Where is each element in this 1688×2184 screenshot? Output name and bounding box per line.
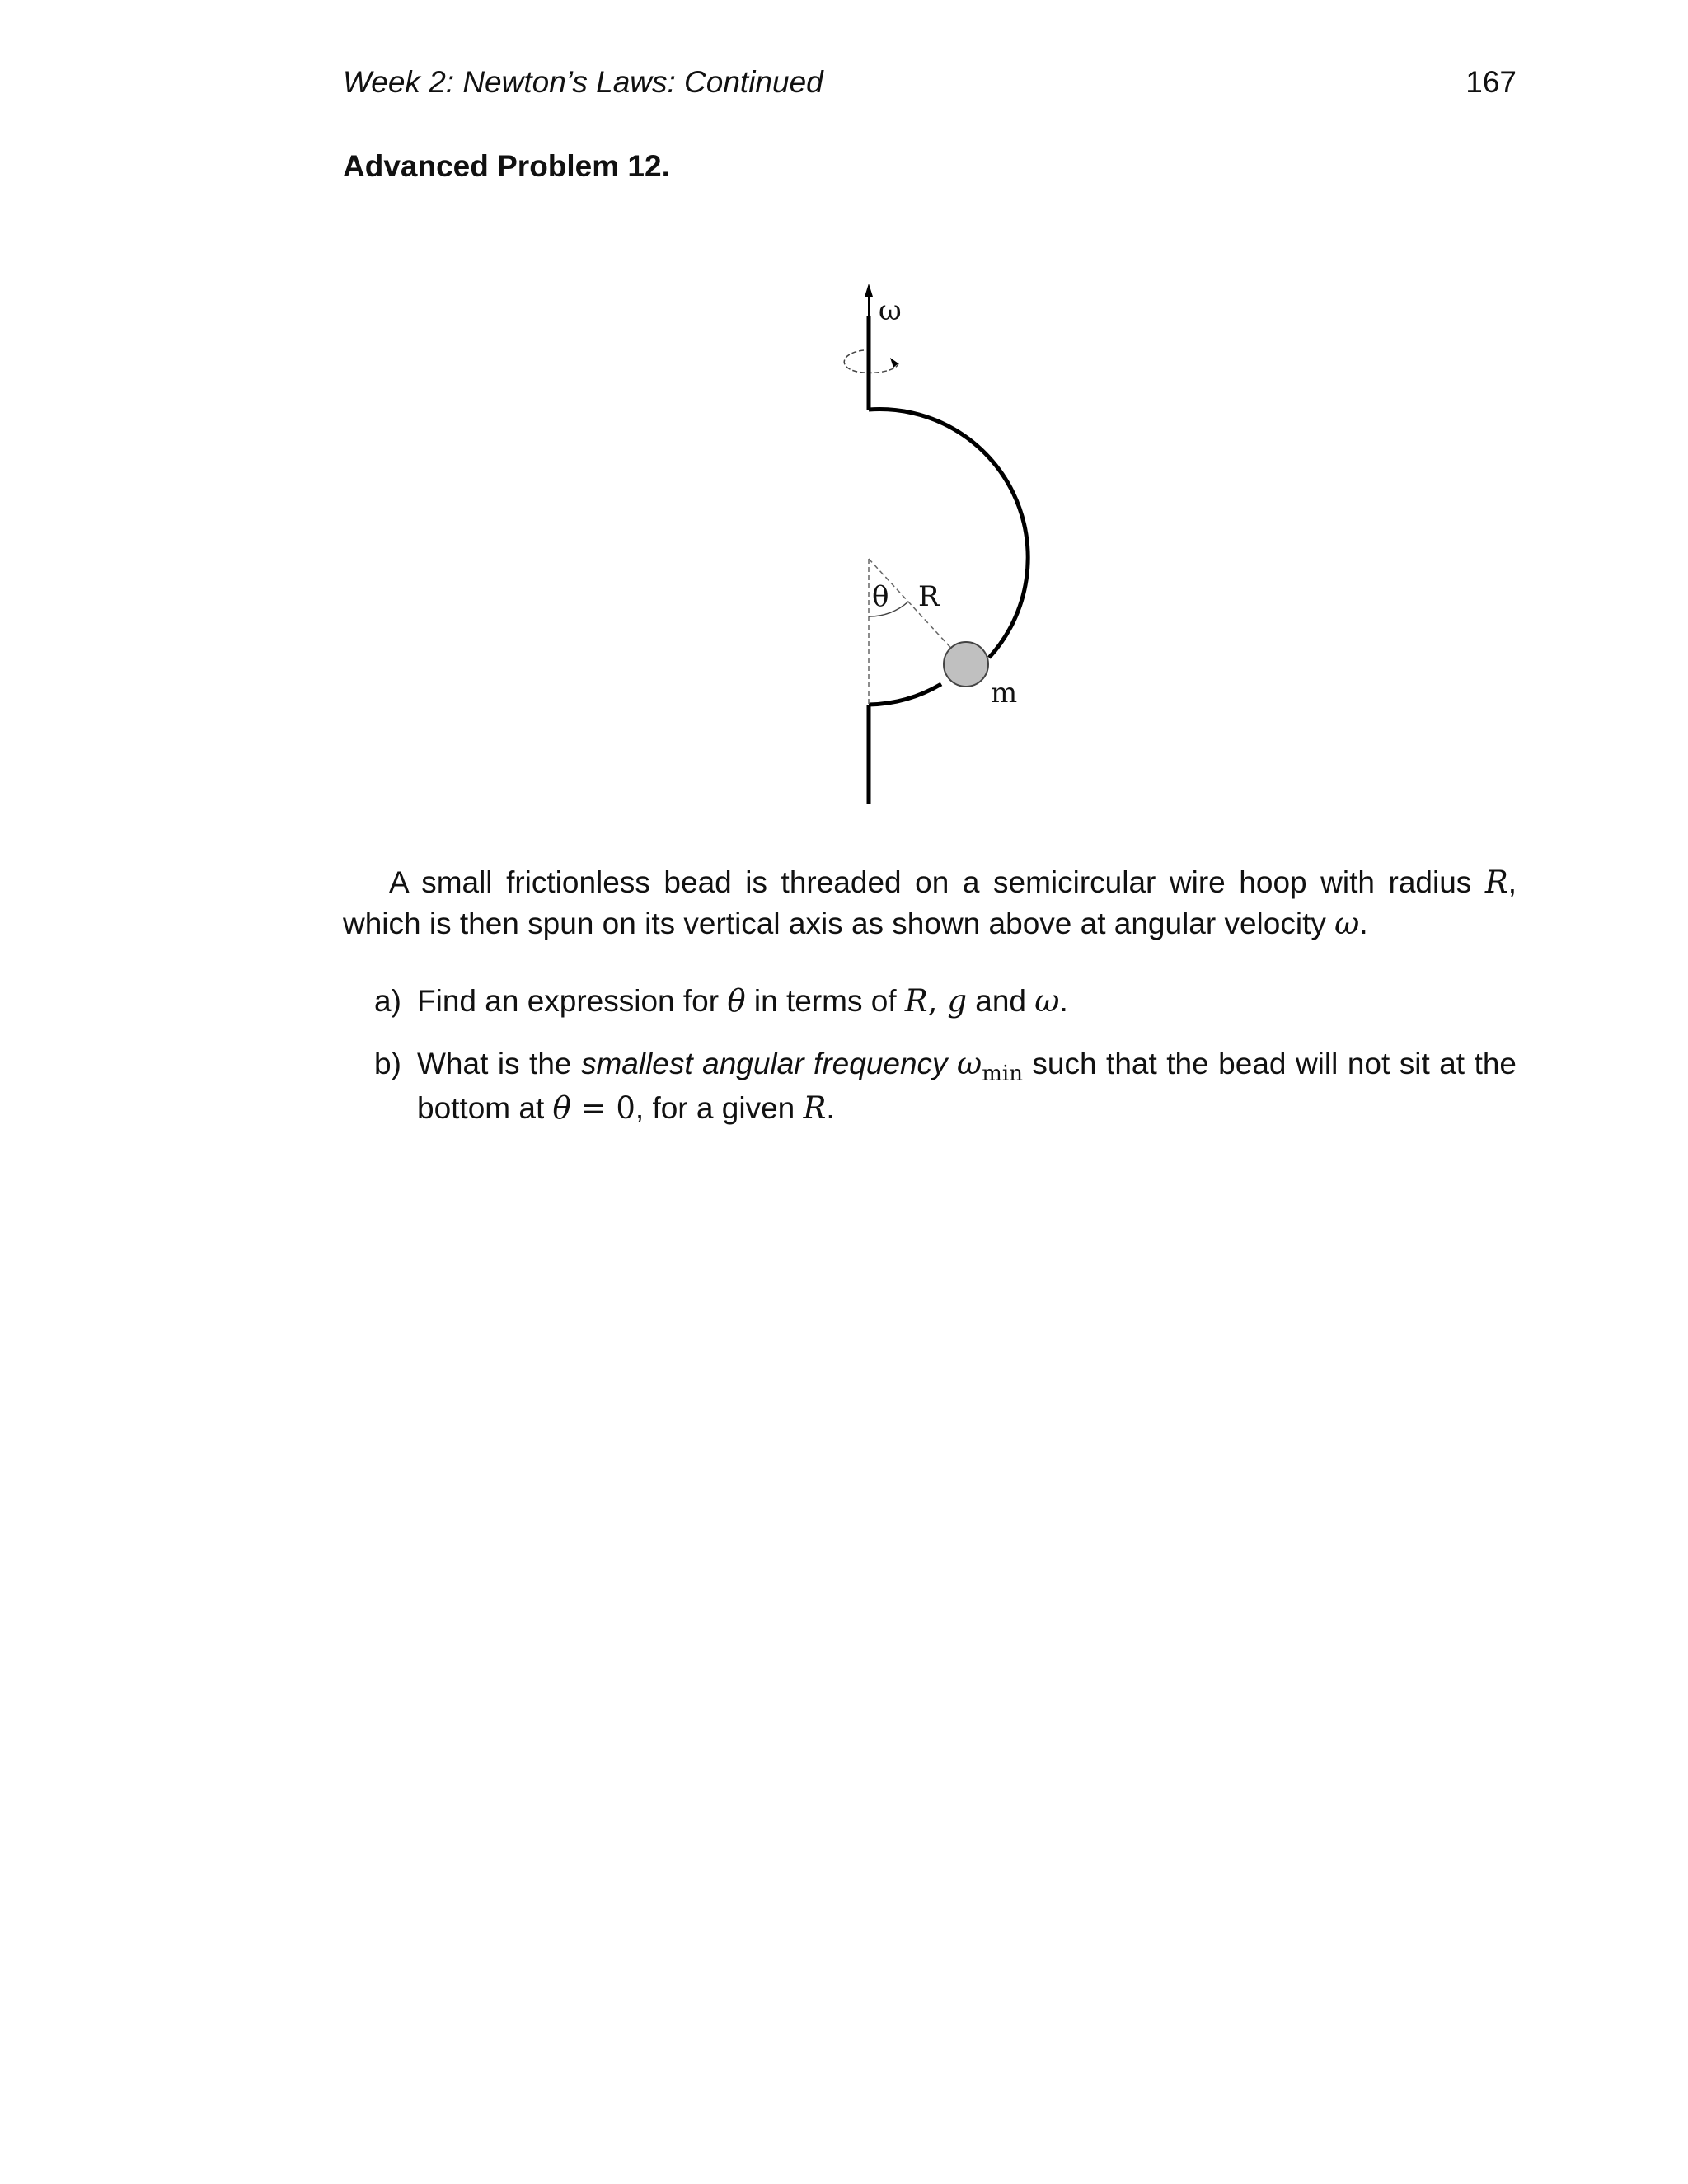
omega-label: ω [879, 294, 902, 327]
math-R: R [1484, 865, 1508, 900]
page-number: 167 [1465, 65, 1517, 99]
problem-parts [343, 981, 1517, 1129]
radius-label: R [918, 580, 940, 613]
bead [944, 642, 988, 687]
math-omega: ω [1034, 983, 1060, 1019]
rotation-arrow [844, 350, 898, 373]
math-g: g [947, 983, 967, 1019]
math-equals-zero: = 0 [570, 1090, 635, 1126]
math-R: R [904, 983, 928, 1019]
problem-statement [343, 862, 1517, 944]
axis-arrow-head [865, 284, 873, 297]
math-theta: θ [727, 983, 746, 1019]
math-theta: θ [552, 1090, 571, 1126]
hoop-diagram [808, 272, 1055, 816]
running-head: Week 2: Newton’s Laws: Continued [343, 65, 823, 99]
part-label: b) [374, 1047, 401, 1080]
part-b: b) What is the smallest angular frequency $\omega_{min}$ such that the bead will not sit at the bottom at θ = 0, for a given R. [343, 1043, 1517, 1129]
page-header [343, 61, 1517, 110]
math-omega: ω [957, 1046, 982, 1081]
intro-paragraph: A small frictionless bead is threaded on a semicircular wire hoop with radius R, which is then spun on its vertical axis as shown above at angular velocity ω. [343, 865, 1517, 941]
emphasis: smallest angular frequency [580, 1047, 948, 1080]
part-a: a) Find an expression for θ in terms of R, g and ω. [343, 981, 1517, 1022]
theta-label: θ [872, 580, 889, 613]
hoop-upper-arc [869, 410, 1028, 658]
math-subscript-min: min [982, 1062, 1023, 1086]
math-R: R [803, 1090, 827, 1126]
problem-title: Advanced Problem 12. [343, 149, 670, 183]
math-omega: ω [1334, 906, 1360, 941]
hoop-lower-arc [869, 684, 941, 705]
mass-label: m [991, 677, 1018, 710]
part-label: a) [374, 984, 401, 1018]
hoop-figure [808, 272, 1055, 816]
